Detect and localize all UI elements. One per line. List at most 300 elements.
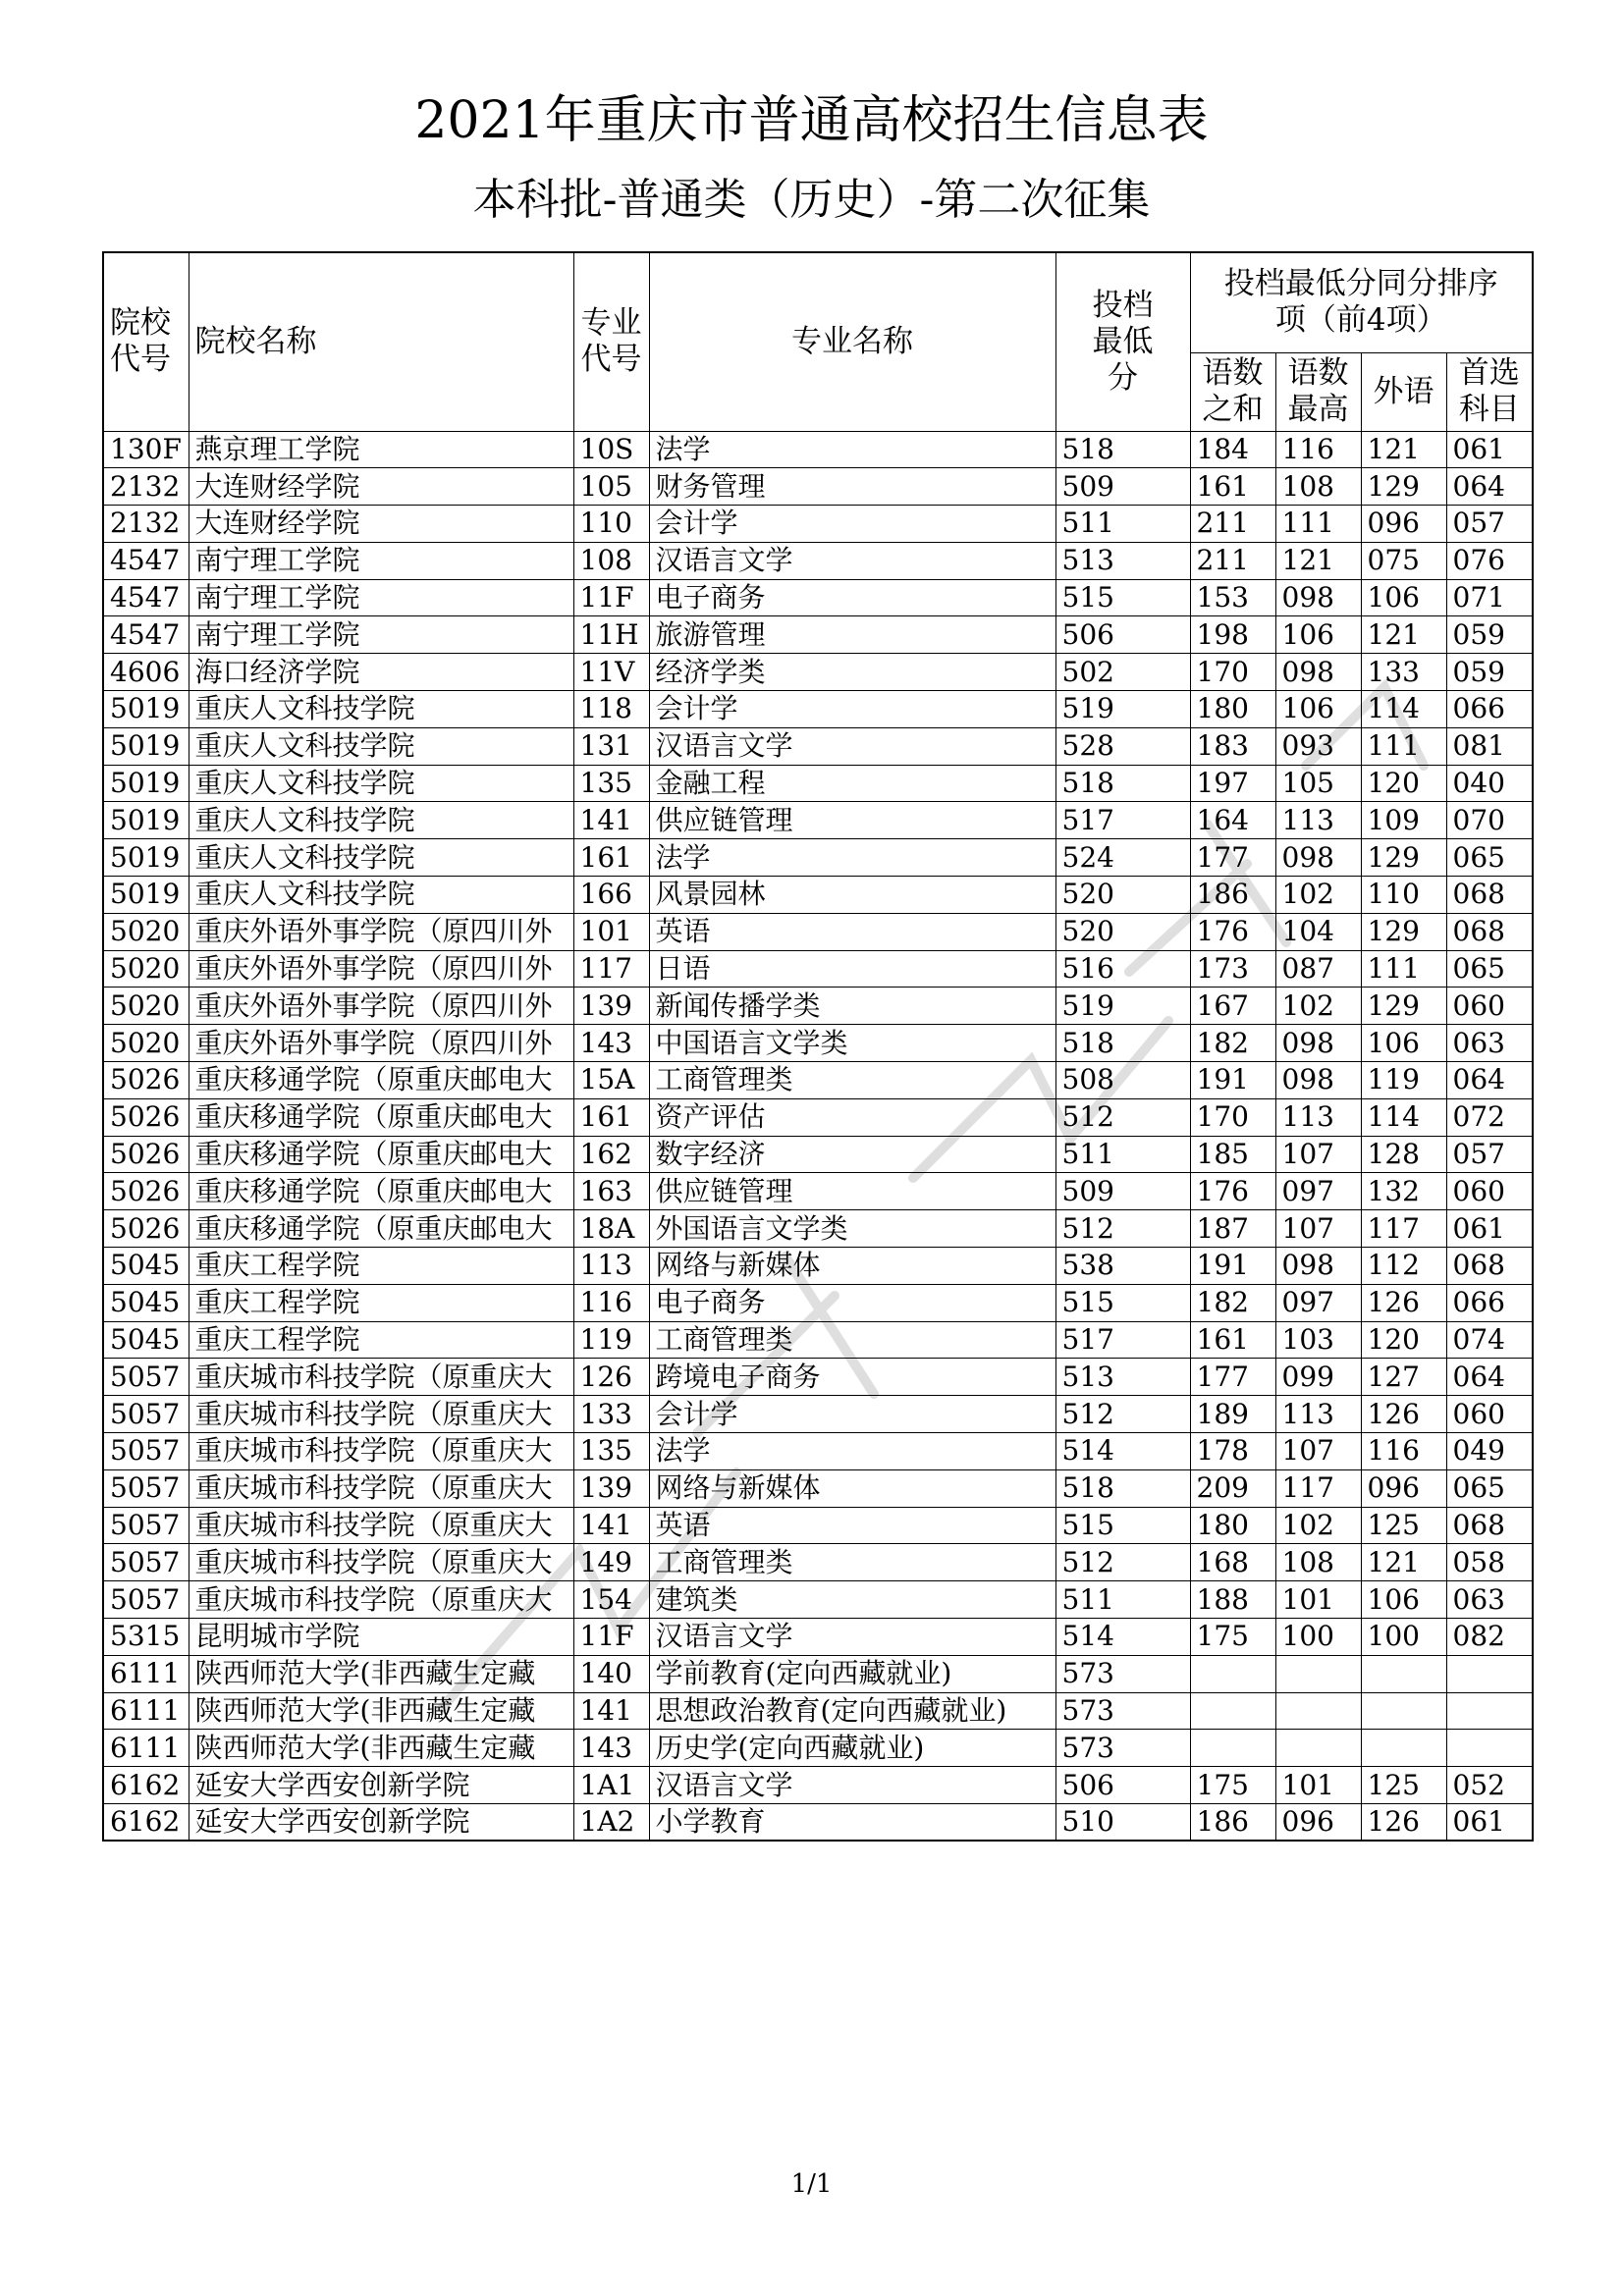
cell-min-score: 519: [1055, 988, 1190, 1025]
cell-first-subject: 068: [1446, 1248, 1533, 1285]
cell-school-name: 重庆城市科技学院（原重庆大: [189, 1396, 573, 1433]
cell-first-subject: 072: [1446, 1098, 1533, 1136]
cell-school-code: 2132: [103, 506, 189, 543]
cell-first-subject: 068: [1446, 877, 1533, 914]
cell-min-score: 573: [1055, 1730, 1190, 1767]
cell-yw-sum: 153: [1190, 579, 1275, 616]
cell-school-code: 5057: [103, 1396, 189, 1433]
cell-school-name: 重庆城市科技学院（原重庆大: [189, 1581, 573, 1619]
cell-first-subject: 081: [1446, 727, 1533, 765]
cell-school-name: 重庆外语外事学院（原四川外: [189, 1025, 573, 1062]
table-row: [103, 1062, 1533, 1099]
cell-first-subject: 064: [1446, 1062, 1533, 1099]
cell-major-code: 141: [573, 1507, 649, 1544]
cell-yw-sum: 170: [1190, 1098, 1275, 1136]
cell-major-name: 网络与新媒体: [649, 1248, 1055, 1285]
table-row: [103, 1284, 1533, 1321]
cell-first-subject: 066: [1446, 1284, 1533, 1321]
cell-major-code: 116: [573, 1284, 649, 1321]
cell-first-subject: 061: [1446, 431, 1533, 468]
cell-yw-sum: 176: [1190, 913, 1275, 950]
cell-school-code: 6111: [103, 1730, 189, 1767]
cell-yw-max: 108: [1275, 1544, 1361, 1581]
cell-school-name: 昆明城市学院: [189, 1619, 573, 1656]
table-row: [103, 839, 1533, 877]
cell-major-name: 电子商务: [649, 1284, 1055, 1321]
table-row: [103, 1173, 1533, 1210]
cell-min-score: 518: [1055, 1025, 1190, 1062]
cell-yw-sum: 209: [1190, 1469, 1275, 1507]
table-row: [103, 1507, 1533, 1544]
cell-foreign-lang: 111: [1361, 727, 1446, 765]
cell-foreign-lang: 106: [1361, 1581, 1446, 1619]
cell-yw-sum: [1190, 1692, 1275, 1730]
cell-min-score: 515: [1055, 579, 1190, 616]
cell-foreign-lang: 129: [1361, 988, 1446, 1025]
cell-major-name: 外国语言文学类: [649, 1210, 1055, 1248]
cell-major-code: 18A: [573, 1210, 649, 1248]
cell-first-subject: [1446, 1655, 1533, 1692]
cell-yw-max: [1275, 1655, 1361, 1692]
cell-yw-max: 113: [1275, 1098, 1361, 1136]
cell-yw-max: 097: [1275, 1173, 1361, 1210]
cell-school-name: 燕京理工学院: [189, 431, 573, 468]
cell-yw-sum: 183: [1190, 727, 1275, 765]
cell-school-code: 5020: [103, 913, 189, 950]
cell-yw-max: 116: [1275, 431, 1361, 468]
cell-yw-sum: 197: [1190, 765, 1275, 802]
cell-foreign-lang: [1361, 1692, 1446, 1730]
cell-school-name: 重庆人文科技学院: [189, 727, 573, 765]
cell-major-code: 11F: [573, 579, 649, 616]
cell-major-code: 117: [573, 950, 649, 988]
cell-major-name: 思想政治教育(定向西藏就业): [649, 1692, 1055, 1730]
table-row: [103, 1803, 1533, 1841]
cell-major-name: 法学: [649, 431, 1055, 468]
cell-min-score: 511: [1055, 1136, 1190, 1173]
table-row: [103, 913, 1533, 950]
table-row: [103, 988, 1533, 1025]
cell-min-score: 515: [1055, 1284, 1190, 1321]
header-school-code: 院校代号: [103, 252, 189, 431]
cell-foreign-lang: 121: [1361, 431, 1446, 468]
cell-yw-max: 087: [1275, 950, 1361, 988]
table-row: [103, 1767, 1533, 1804]
cell-major-name: 建筑类: [649, 1581, 1055, 1619]
cell-major-code: 141: [573, 1692, 649, 1730]
table-row: [103, 616, 1533, 654]
cell-foreign-lang: 096: [1361, 1469, 1446, 1507]
cell-school-code: 5026: [103, 1136, 189, 1173]
cell-major-code: 101: [573, 913, 649, 950]
cell-school-code: 5057: [103, 1544, 189, 1581]
cell-foreign-lang: [1361, 1730, 1446, 1767]
cell-first-subject: 066: [1446, 691, 1533, 728]
cell-major-code: 11V: [573, 654, 649, 691]
header-rank-group: 投档最低分同分排序项（前4项）: [1190, 252, 1533, 352]
cell-foreign-lang: 111: [1361, 950, 1446, 988]
cell-school-name: 重庆人文科技学院: [189, 839, 573, 877]
cell-major-name: 供应链管理: [649, 1173, 1055, 1210]
cell-school-name: 重庆移通学院（原重庆邮电大: [189, 1098, 573, 1136]
cell-major-name: 小学教育: [649, 1803, 1055, 1841]
cell-school-code: 5019: [103, 727, 189, 765]
cell-major-code: 113: [573, 1248, 649, 1285]
cell-min-score: 511: [1055, 1581, 1190, 1619]
cell-min-score: 518: [1055, 765, 1190, 802]
cell-first-subject: 063: [1446, 1581, 1533, 1619]
cell-foreign-lang: 121: [1361, 616, 1446, 654]
cell-major-code: 10S: [573, 431, 649, 468]
cell-school-code: 5020: [103, 1025, 189, 1062]
cell-major-code: 1A2: [573, 1803, 649, 1841]
cell-first-subject: 065: [1446, 839, 1533, 877]
cell-first-subject: 058: [1446, 1544, 1533, 1581]
cell-major-code: 139: [573, 988, 649, 1025]
table-row: [103, 542, 1533, 579]
page-number: 1/1: [790, 2169, 833, 2199]
cell-school-code: 5045: [103, 1248, 189, 1285]
cell-major-code: 143: [573, 1025, 649, 1062]
cell-yw-max: 105: [1275, 765, 1361, 802]
cell-first-subject: 063: [1446, 1025, 1533, 1062]
cell-major-code: 135: [573, 765, 649, 802]
cell-min-score: 538: [1055, 1248, 1190, 1285]
cell-school-name: 大连财经学院: [189, 506, 573, 543]
cell-yw-sum: 175: [1190, 1767, 1275, 1804]
table-row: [103, 1321, 1533, 1359]
cell-school-name: 重庆移通学院（原重庆邮电大: [189, 1173, 573, 1210]
cell-major-code: 161: [573, 1098, 649, 1136]
table-row: [103, 802, 1533, 839]
cell-yw-sum: 211: [1190, 506, 1275, 543]
cell-yw-max: 098: [1275, 1062, 1361, 1099]
cell-school-code: 2132: [103, 468, 189, 506]
cell-foreign-lang: 125: [1361, 1767, 1446, 1804]
cell-min-score: 517: [1055, 1321, 1190, 1359]
cell-foreign-lang: 129: [1361, 839, 1446, 877]
cell-yw-sum: 170: [1190, 654, 1275, 691]
cell-school-name: 南宁理工学院: [189, 616, 573, 654]
cell-foreign-lang: 128: [1361, 1136, 1446, 1173]
cell-yw-max: 106: [1275, 691, 1361, 728]
cell-school-code: 5057: [103, 1581, 189, 1619]
cell-foreign-lang: 114: [1361, 1098, 1446, 1136]
cell-first-subject: 060: [1446, 988, 1533, 1025]
cell-yw-sum: 198: [1190, 616, 1275, 654]
table-row: [103, 1544, 1533, 1581]
cell-major-code: 161: [573, 839, 649, 877]
cell-min-score: 509: [1055, 468, 1190, 506]
cell-yw-max: 098: [1275, 1025, 1361, 1062]
header-foreign-lang: 外语: [1361, 352, 1446, 431]
header-yw-sum: 语数之和: [1190, 352, 1275, 431]
table-row: [103, 1136, 1533, 1173]
cell-school-code: 5057: [103, 1469, 189, 1507]
cell-major-code: 149: [573, 1544, 649, 1581]
cell-school-code: 5019: [103, 877, 189, 914]
cell-school-name: 陕西师范大学(非西藏生定藏: [189, 1655, 573, 1692]
cell-major-name: 法学: [649, 1433, 1055, 1470]
cell-first-subject: 071: [1446, 579, 1533, 616]
cell-major-name: 金融工程: [649, 765, 1055, 802]
cell-yw-sum: 185: [1190, 1136, 1275, 1173]
cell-school-name: 海口经济学院: [189, 654, 573, 691]
cell-yw-max: [1275, 1730, 1361, 1767]
cell-school-name: 重庆城市科技学院（原重庆大: [189, 1544, 573, 1581]
header-major-code: 专业代号: [573, 252, 649, 431]
table-row: [103, 1692, 1533, 1730]
cell-major-name: 汉语言文学: [649, 727, 1055, 765]
cell-school-name: 南宁理工学院: [189, 579, 573, 616]
cell-yw-sum: 173: [1190, 950, 1275, 988]
cell-yw-max: 107: [1275, 1433, 1361, 1470]
cell-foreign-lang: 120: [1361, 1321, 1446, 1359]
cell-first-subject: 082: [1446, 1619, 1533, 1656]
cell-yw-max: 102: [1275, 988, 1361, 1025]
cell-school-name: 重庆人文科技学院: [189, 802, 573, 839]
cell-major-code: 1A1: [573, 1767, 649, 1804]
table-row: [103, 654, 1533, 691]
cell-yw-sum: 189: [1190, 1396, 1275, 1433]
cell-yw-sum: 180: [1190, 1507, 1275, 1544]
cell-min-score: 508: [1055, 1062, 1190, 1099]
cell-school-name: 重庆城市科技学院（原重庆大: [189, 1359, 573, 1396]
cell-major-name: 旅游管理: [649, 616, 1055, 654]
cell-min-score: 528: [1055, 727, 1190, 765]
cell-school-code: 5020: [103, 988, 189, 1025]
cell-min-score: 573: [1055, 1692, 1190, 1730]
cell-min-score: 516: [1055, 950, 1190, 988]
cell-foreign-lang: 106: [1361, 579, 1446, 616]
cell-major-name: 数字经济: [649, 1136, 1055, 1173]
cell-min-score: 573: [1055, 1655, 1190, 1692]
cell-major-code: 143: [573, 1730, 649, 1767]
cell-min-score: 519: [1055, 691, 1190, 728]
cell-school-code: 4547: [103, 579, 189, 616]
cell-school-code: 6162: [103, 1767, 189, 1804]
cell-first-subject: 040: [1446, 765, 1533, 802]
cell-school-code: 5019: [103, 765, 189, 802]
cell-yw-sum: 161: [1190, 1321, 1275, 1359]
cell-first-subject: 057: [1446, 1136, 1533, 1173]
cell-yw-sum: 164: [1190, 802, 1275, 839]
cell-yw-max: 098: [1275, 579, 1361, 616]
cell-major-code: 131: [573, 727, 649, 765]
cell-foreign-lang: 126: [1361, 1284, 1446, 1321]
cell-foreign-lang: 129: [1361, 913, 1446, 950]
cell-min-score: 509: [1055, 1173, 1190, 1210]
table-row: [103, 1210, 1533, 1248]
cell-school-name: 重庆移通学院（原重庆邮电大: [189, 1062, 573, 1099]
cell-major-name: 工商管理类: [649, 1062, 1055, 1099]
cell-first-subject: 065: [1446, 950, 1533, 988]
cell-school-name: 南宁理工学院: [189, 542, 573, 579]
cell-major-code: 154: [573, 1581, 649, 1619]
cell-school-name: 重庆人文科技学院: [189, 765, 573, 802]
cell-yw-sum: 188: [1190, 1581, 1275, 1619]
cell-major-name: 工商管理类: [649, 1544, 1055, 1581]
cell-school-code: 5045: [103, 1284, 189, 1321]
header-first-subject: 首选科目: [1446, 352, 1533, 431]
cell-first-subject: 076: [1446, 542, 1533, 579]
cell-foreign-lang: 096: [1361, 506, 1446, 543]
cell-yw-max: 099: [1275, 1359, 1361, 1396]
table-row: [103, 1581, 1533, 1619]
cell-foreign-lang: 129: [1361, 468, 1446, 506]
cell-major-name: 汉语言文学: [649, 1767, 1055, 1804]
cell-school-name: 重庆移通学院（原重庆邮电大: [189, 1210, 573, 1248]
cell-first-subject: 074: [1446, 1321, 1533, 1359]
cell-school-name: 陕西师范大学(非西藏生定藏: [189, 1730, 573, 1767]
cell-major-name: 新闻传播学类: [649, 988, 1055, 1025]
cell-first-subject: 060: [1446, 1173, 1533, 1210]
cell-foreign-lang: 106: [1361, 1025, 1446, 1062]
cell-first-subject: 059: [1446, 654, 1533, 691]
cell-school-code: 5019: [103, 839, 189, 877]
cell-major-name: 供应链管理: [649, 802, 1055, 839]
cell-first-subject: 061: [1446, 1210, 1533, 1248]
table-row: [103, 506, 1533, 543]
cell-first-subject: 068: [1446, 913, 1533, 950]
cell-yw-sum: [1190, 1730, 1275, 1767]
cell-yw-max: 111: [1275, 506, 1361, 543]
cell-min-score: 524: [1055, 839, 1190, 877]
cell-min-score: 512: [1055, 1544, 1190, 1581]
cell-major-name: 英语: [649, 913, 1055, 950]
cell-foreign-lang: 114: [1361, 691, 1446, 728]
cell-min-score: 512: [1055, 1210, 1190, 1248]
cell-yw-max: 098: [1275, 839, 1361, 877]
cell-first-subject: 064: [1446, 1359, 1533, 1396]
cell-major-name: 经济学类: [649, 654, 1055, 691]
cell-school-code: 5026: [103, 1098, 189, 1136]
cell-min-score: 511: [1055, 506, 1190, 543]
cell-min-score: 502: [1055, 654, 1190, 691]
cell-yw-max: 101: [1275, 1767, 1361, 1804]
cell-min-score: 517: [1055, 802, 1190, 839]
table-row: [103, 727, 1533, 765]
cell-yw-max: 097: [1275, 1284, 1361, 1321]
cell-school-name: 重庆外语外事学院（原四川外: [189, 988, 573, 1025]
cell-min-score: 518: [1055, 431, 1190, 468]
cell-school-name: 重庆外语外事学院（原四川外: [189, 913, 573, 950]
table-row: [103, 1359, 1533, 1396]
cell-yw-sum: 175: [1190, 1619, 1275, 1656]
cell-yw-sum: 191: [1190, 1248, 1275, 1285]
cell-major-name: 工商管理类: [649, 1321, 1055, 1359]
cell-school-name: 延安大学西安创新学院: [189, 1803, 573, 1841]
cell-yw-max: 117: [1275, 1469, 1361, 1507]
cell-yw-max: 098: [1275, 1248, 1361, 1285]
cell-min-score: 520: [1055, 877, 1190, 914]
cell-min-score: 506: [1055, 616, 1190, 654]
cell-major-code: 108: [573, 542, 649, 579]
cell-min-score: 514: [1055, 1619, 1190, 1656]
cell-major-name: 财务管理: [649, 468, 1055, 506]
cell-school-name: 重庆工程学院: [189, 1321, 573, 1359]
cell-school-name: 陕西师范大学(非西藏生定藏: [189, 1692, 573, 1730]
cell-first-subject: 049: [1446, 1433, 1533, 1470]
cell-yw-max: 104: [1275, 913, 1361, 950]
cell-yw-max: 103: [1275, 1321, 1361, 1359]
table-row: [103, 1098, 1533, 1136]
table-row: [103, 1619, 1533, 1656]
cell-school-name: 重庆城市科技学院（原重庆大: [189, 1469, 573, 1507]
cell-school-code: 4606: [103, 654, 189, 691]
cell-foreign-lang: 126: [1361, 1803, 1446, 1841]
cell-school-name: 重庆人文科技学院: [189, 877, 573, 914]
cell-min-score: 506: [1055, 1767, 1190, 1804]
admission-table: [102, 251, 1534, 1842]
cell-major-name: 风景园林: [649, 877, 1055, 914]
cell-yw-max: 106: [1275, 616, 1361, 654]
cell-school-name: 重庆工程学院: [189, 1284, 573, 1321]
cell-school-code: 5026: [103, 1062, 189, 1099]
cell-major-name: 网络与新媒体: [649, 1469, 1055, 1507]
cell-foreign-lang: 100: [1361, 1619, 1446, 1656]
cell-major-code: 15A: [573, 1062, 649, 1099]
cell-yw-sum: 184: [1190, 431, 1275, 468]
cell-foreign-lang: [1361, 1655, 1446, 1692]
cell-school-code: 6111: [103, 1692, 189, 1730]
cell-foreign-lang: 117: [1361, 1210, 1446, 1248]
cell-first-subject: 059: [1446, 616, 1533, 654]
table-row: [103, 950, 1533, 988]
table-row: [103, 431, 1533, 468]
cell-school-code: 6162: [103, 1803, 189, 1841]
cell-yw-sum: 177: [1190, 1359, 1275, 1396]
table-row: [103, 1469, 1533, 1507]
cell-foreign-lang: 116: [1361, 1433, 1446, 1470]
cell-first-subject: 060: [1446, 1396, 1533, 1433]
cell-min-score: 512: [1055, 1098, 1190, 1136]
cell-min-score: 518: [1055, 1469, 1190, 1507]
cell-yw-sum: 186: [1190, 1803, 1275, 1841]
cell-yw-max: 093: [1275, 727, 1361, 765]
cell-major-code: 135: [573, 1433, 649, 1470]
cell-foreign-lang: 119: [1361, 1062, 1446, 1099]
cell-school-code: 4547: [103, 616, 189, 654]
cell-school-code: 5026: [103, 1173, 189, 1210]
cell-school-name: 重庆外语外事学院（原四川外: [189, 950, 573, 988]
cell-school-name: 重庆工程学院: [189, 1248, 573, 1285]
cell-first-subject: 065: [1446, 1469, 1533, 1507]
cell-major-name: 英语: [649, 1507, 1055, 1544]
cell-major-name: 学前教育(定向西藏就业): [649, 1655, 1055, 1692]
cell-major-code: 166: [573, 877, 649, 914]
cell-major-name: 电子商务: [649, 579, 1055, 616]
header-min-score: 投档最低分: [1055, 252, 1190, 431]
cell-yw-max: 121: [1275, 542, 1361, 579]
cell-major-name: 资产评估: [649, 1098, 1055, 1136]
table-row: [103, 1433, 1533, 1470]
cell-major-name: 会计学: [649, 506, 1055, 543]
page-title: 2021年重庆市普通高校招生信息表: [414, 91, 1209, 150]
cell-min-score: 512: [1055, 1396, 1190, 1433]
cell-school-code: 5045: [103, 1321, 189, 1359]
cell-foreign-lang: 075: [1361, 542, 1446, 579]
cell-min-score: 513: [1055, 1359, 1190, 1396]
cell-major-code: 141: [573, 802, 649, 839]
cell-first-subject: [1446, 1692, 1533, 1730]
cell-major-code: 118: [573, 691, 649, 728]
cell-first-subject: 070: [1446, 802, 1533, 839]
table-row: [103, 1248, 1533, 1285]
cell-major-name: 汉语言文学: [649, 542, 1055, 579]
cell-yw-max: 107: [1275, 1210, 1361, 1248]
cell-major-code: 126: [573, 1359, 649, 1396]
